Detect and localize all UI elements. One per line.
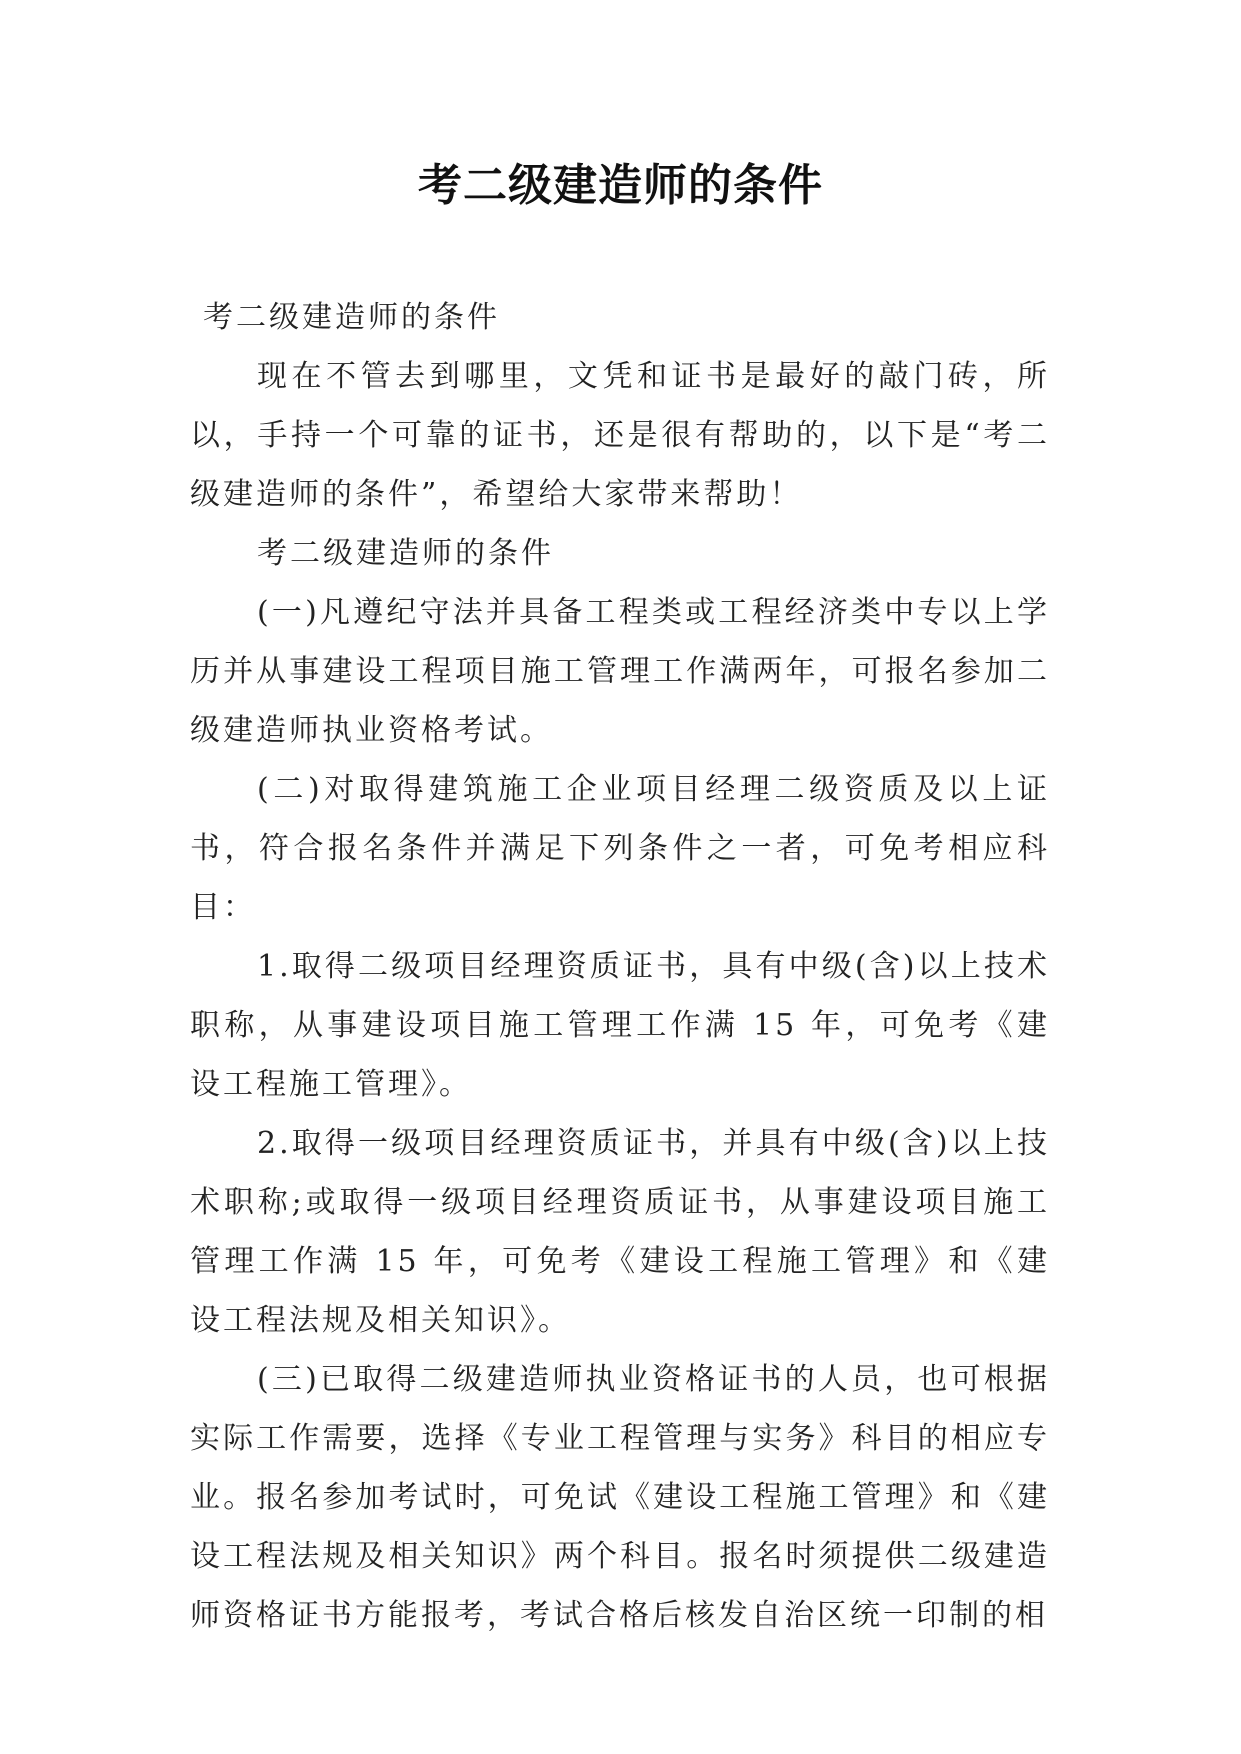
intro-paragraph: 现在不管去到哪里，文凭和证书是最好的敲门砖，所以，手持一个可靠的证书，还是很有帮助的，以下是“考二级建造师的条件”，希望给大家带来帮助！ [190,359,1050,512]
condition-paragraph-2: (二)对取得建筑施工企业项目经理二级资质及以上证书，符合报名条件并满足下列条件之一者，可免考相应科目： [190,772,1050,925]
condition-paragraph-3: (三)已取得二级建造师执业资格证书的人员，也可根据实际工作需要，选择《专业工程管理与实务》科目的相应专业。报名参加考试时，可免试《建设工程施工管理》和《建设工程法规及相关知识》两个科目。报名时须提供二级建造师资格证书方能报考，考试合格后核发自治区统一印制的相 [190,1362,1050,1633]
section-heading: 考二级建造师的条件 [257,536,554,571]
document-body [190,288,1050,1645]
article-subtitle: 考二级建造师的条件 [203,300,500,335]
document-title: 考二级建造师的条件 [418,160,823,211]
exemption-item-1: 1.取得二级项目经理资质证书，具有中级(含)以上技术职称，从事建设项目施工管理工作满 15 年，可免考《建设工程施工管理》。 [190,949,1050,1102]
exemption-item-2: 2.取得一级项目经理资质证书，并具有中级(含)以上技术职称;或取得一级项目经理资质证书，从事建设项目施工管理工作满 15 年，可免考《建设工程施工管理》和《建设工程法规及相关知识》。 [190,1126,1050,1338]
condition-paragraph-1: (一)凡遵纪守法并具备工程类或工程经济类中专以上学历并从事建设工程项目施工管理工作满两年，可报名参加二级建造师执业资格考试。 [190,595,1050,748]
